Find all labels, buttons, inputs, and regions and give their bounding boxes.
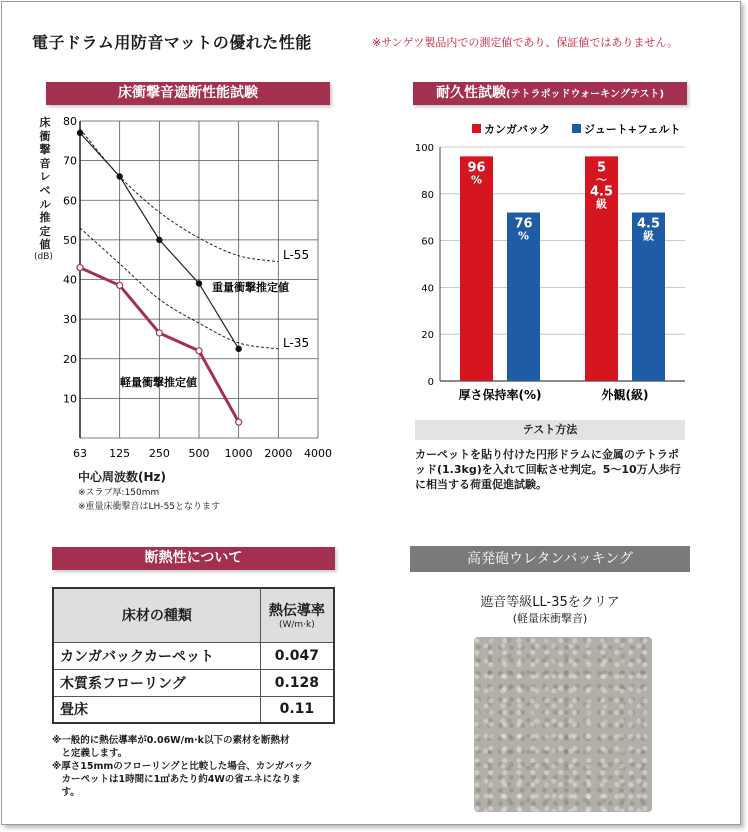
legend-label: カンガバック [484, 123, 550, 136]
foam-banner: 高発砲ウレタンバッキング [410, 546, 690, 572]
ylabel-char: ベ [39, 183, 51, 197]
x-tick-label: 250 [148, 447, 170, 460]
x-tick-label: 125 [109, 447, 131, 460]
y-tick-label: 30 [63, 313, 77, 327]
durability-chart [400, 110, 700, 410]
thermal-col-material: 床材の種類 [53, 588, 260, 642]
heavy-impact-note: ※重量床衝撃音はLH-55となります [78, 502, 221, 512]
x-tick-label: 63 [73, 447, 87, 460]
durability-banner-sub: (テトラポッドウォーキングテスト) [505, 89, 665, 100]
material-name: カンガバックカーペット [53, 642, 260, 669]
data-point [196, 348, 202, 354]
bar-data-label: 96 % [467, 160, 486, 187]
y-tick-label: 60 [63, 194, 77, 208]
x-tick-label: 500 [188, 447, 210, 460]
thermal-banner: 断熱性について [52, 547, 335, 570]
foam-rating-sub: (軽量床衝撃音) [512, 612, 588, 625]
page-title: 電子ドラム用防音マットの優れた性能 [32, 33, 312, 52]
legend-label: ジュート+フェルト [584, 123, 681, 136]
y-tick-label: 80 [63, 115, 77, 128]
thermal-col-unit: (W/m·k) [278, 620, 315, 631]
y-tick-label: 50 [63, 233, 77, 247]
x-category-label: 外観(級) [601, 388, 649, 402]
ylabel-char: 値 [39, 238, 51, 252]
slab-note: ※スラブ厚:150mm [78, 488, 160, 498]
bar-data-label: 4.5 級 [636, 216, 661, 243]
conductivity-value: 0.047 [260, 642, 334, 669]
material-name: 畳床 [53, 696, 260, 723]
thermal-note-line: カーペットは1時間に1㎡あたり約4Wの省エネになりま [52, 774, 301, 785]
series-line-l-55 [80, 129, 278, 262]
foam-rating: 遮音等級LL-35をクリア [480, 595, 620, 610]
l55-label: L-55 [283, 248, 310, 262]
thermal-table [52, 587, 335, 724]
data-point [236, 419, 242, 425]
floor-impact-chart [0, 0, 340, 470]
l35-label: L-35 [283, 336, 310, 350]
x-tick-label: 4000 [304, 447, 332, 460]
y-tick-label: 100 [414, 143, 434, 154]
conductivity-value: 0.128 [260, 669, 334, 696]
test-method-text: カーペットを貼り付けた円形ドラムに金属のテトラポッド(1.3kg)を入れて回転させ判定。5〜10万人歩行に相当する荷重促進試験。 [415, 448, 681, 491]
urethane-foam-image [474, 637, 652, 812]
left-chart-xlabel: 中心周波数(Hz) [78, 470, 166, 484]
ylabel-char: 撃 [39, 143, 51, 157]
table-row [53, 642, 334, 669]
durability-banner [413, 82, 687, 105]
y-tick-label: 60 [421, 236, 434, 248]
test-method-title: テスト方法 [415, 420, 685, 440]
ylabel-char: ル [39, 197, 51, 211]
ylabel-char: 定 [39, 224, 51, 238]
bar-data-label: 76 % [514, 216, 533, 243]
thermal-note-line: ※一般的に熱伝導率が0.06W/m·k以下の素材を断熱材 [52, 735, 290, 746]
left-chart-yunit: (dB) [34, 252, 53, 262]
x-tick-label: 2000 [264, 447, 293, 460]
thermal-note-line: と定義します。 [52, 748, 128, 759]
ylabel-char: 推 [39, 211, 51, 225]
y-tick-label: 40 [63, 273, 77, 287]
floor-impact-banner: 床衝撃音遮断性能試験 [46, 82, 330, 105]
thermal-note-line: す。 [52, 787, 80, 798]
durability-banner-title: 耐久性試験 [435, 85, 506, 101]
y-tick-label: 80 [421, 189, 434, 201]
data-point [156, 330, 162, 336]
heavy-series-label: 重量衝撃推定値 [212, 281, 289, 294]
bar [460, 156, 493, 381]
bar-data-label: 5 〜 4.5 級 [589, 160, 614, 211]
data-point [77, 130, 83, 136]
table-row [53, 669, 334, 696]
y-tick-label: 0 [427, 377, 434, 388]
ylabel-char: レ [39, 170, 51, 184]
data-point [77, 265, 83, 271]
thermal-col-conductivity-label: 熱伝導率 [268, 603, 325, 620]
data-point [235, 346, 241, 352]
y-tick-label: 40 [421, 283, 434, 295]
material-name: 木質系フローリング [53, 669, 260, 696]
y-tick-label: 20 [421, 330, 434, 342]
data-point [117, 282, 123, 288]
data-point [196, 280, 202, 286]
data-point [156, 237, 162, 243]
legend-swatch [572, 124, 581, 133]
thermal-col-conductivity [260, 588, 334, 642]
thermal-notes [52, 734, 313, 799]
disclaimer-note: ※サンゲツ製品内での測定値であり、保証値ではありません。 [372, 36, 678, 49]
ylabel-char: 衝 [39, 129, 51, 143]
legend-swatch [472, 124, 481, 133]
thermal-note-line: ※厚さ15mmのフローリングと比較した場合、カンガバック [52, 761, 313, 772]
table-row [53, 696, 334, 723]
y-tick-label: 10 [63, 392, 77, 406]
ylabel-char: 音 [39, 156, 51, 170]
ylabel-char: 床 [39, 116, 51, 129]
x-category-label: 厚さ保持率(%) [458, 388, 542, 402]
conductivity-value: 0.11 [260, 696, 334, 723]
y-tick-label: 70 [63, 154, 77, 168]
y-tick-label: 20 [63, 352, 77, 366]
light-series-label: 軽量衝撃推定値 [120, 376, 197, 389]
x-tick-label: 1000 [224, 447, 253, 460]
